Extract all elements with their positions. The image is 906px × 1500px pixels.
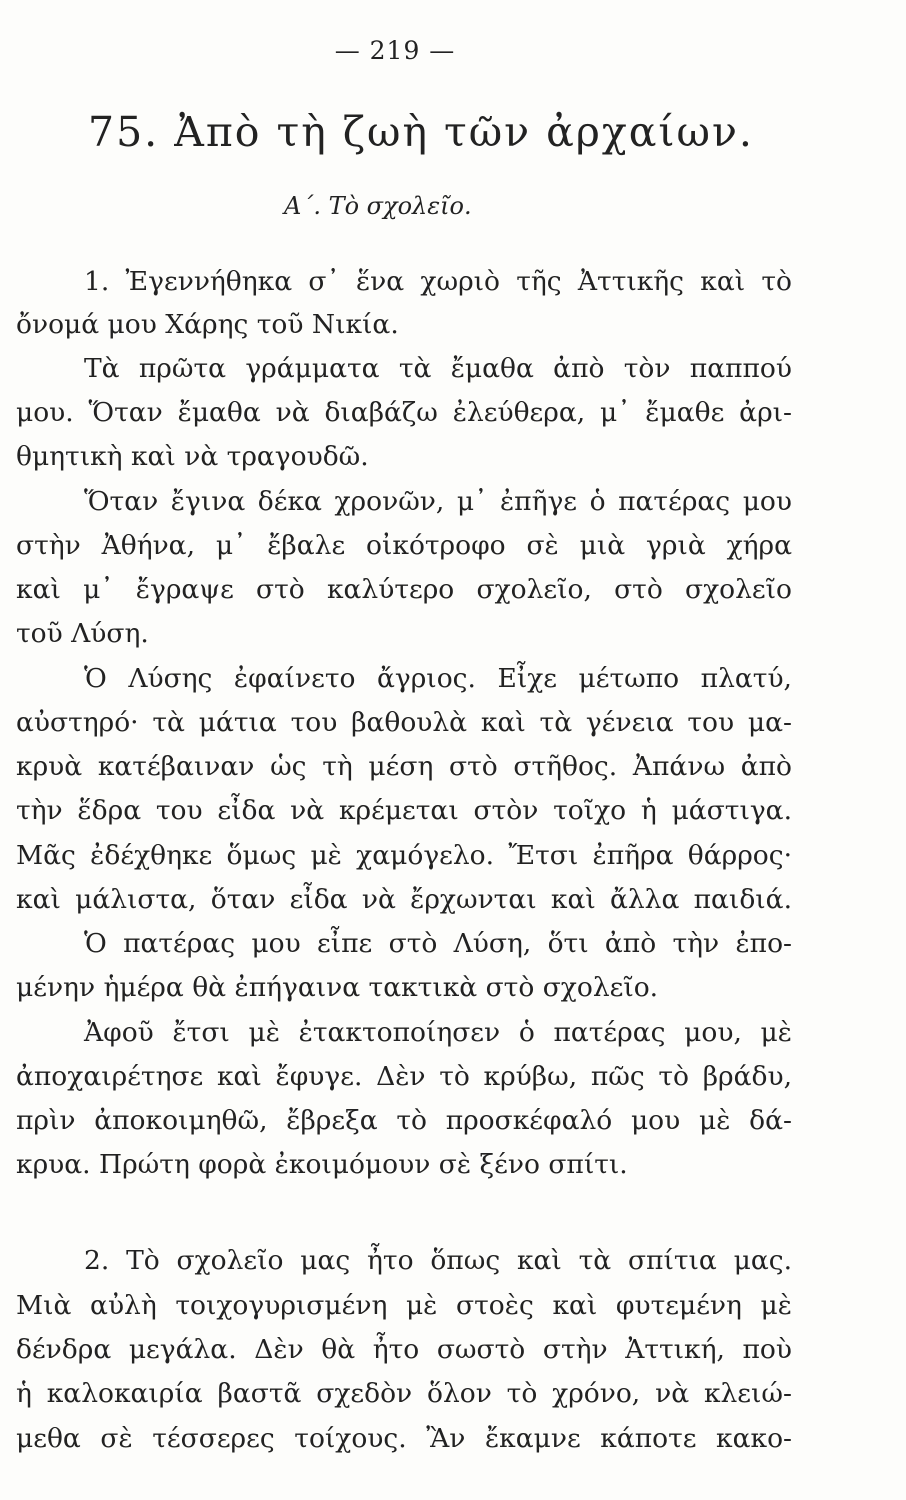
text-line: 1. Ἐγεννήθηκα σ᾿ ἕνα χωριὸ τῆς Ἀττικῆς καὶ τὸ — [84, 266, 792, 297]
text-line: μου. Ὅταν ἔμαθα νὰ διαβάζω ἐλεύθερα, μ᾿ ἔμαθε ἀρι- — [16, 397, 792, 428]
text-line: Ὅταν ἔγινα δέκα χρονῶν, μ᾿ ἐπῆγε ὁ πατέρας μου — [84, 486, 792, 517]
text-line: κρυὰ κατέβαιναν ὡς τὴ μέση στὸ στῆθος. Ἀπάνω ἀπὸ — [16, 751, 792, 782]
section-title: Α΄. Τὸ σχολεῖο. — [284, 192, 472, 220]
text-line: μεθα σὲ τέσσερες τοίχους. Ἂν ἔκαμνε κάποτε κακο- — [16, 1423, 792, 1454]
text-line: 2. Τὸ σχολεῖο μας ἦτο ὅπως καὶ τὰ σπίτια μας. — [84, 1245, 792, 1276]
text-line: αὐστηρό· τὰ μάτια του βαθουλὰ καὶ τὰ γένεια του μα- — [16, 707, 792, 738]
text-line: πρὶν ἀποκοιμηθῶ, ἔβρεξα τὸ προσκέφαλό μου μὲ δά- — [16, 1105, 792, 1136]
text-line: Μιὰ αὐλὴ τοιχογυρισμένη μὲ στοὲς καὶ φυτεμένη μὲ — [16, 1290, 792, 1321]
text-line: στὴν Ἀθήνα, μ᾿ ἔβαλε οἰκότροφο σὲ μιὰ γριὰ χήρα — [16, 530, 792, 561]
text-line: δένδρα μεγάλα. Δὲν θὰ ἦτο σωστὸ στὴν Ἀττική, ποὺ — [16, 1334, 792, 1365]
page-number: — 219 — — [334, 36, 456, 65]
text-line: Τὰ πρῶτα γράμματα τὰ ἔμαθα ἀπὸ τὸν παππού — [84, 353, 792, 384]
text-line: Ὁ πατέρας μου εἶπε στὸ Λύση, ὅτι ἀπὸ τὴν ἐπο- — [84, 928, 792, 959]
text-line: ἡ καλοκαιρία βαστᾶ σχεδὸν ὅλον τὸ χρόνο, νὰ κλειώ- — [16, 1378, 792, 1409]
text-line: τὴν ἕδρα του εἶδα νὰ κρέμεται στὸν τοῖχο ἡ μάστιγα. — [16, 795, 792, 826]
text-line: ἀποχαιρέτησε καὶ ἔφυγε. Δὲν τὸ κρύβω, πῶς τὸ βράδυ, — [16, 1061, 792, 1092]
text-line: θμητικὴ καὶ νὰ τραγουδῶ. — [16, 441, 369, 472]
text-line: κρυα. Πρώτη φορὰ ἐκοιμόμουν σὲ ξένο σπίτι. — [16, 1149, 628, 1180]
text-line: Ὁ Λύσης ἐφαίνετο ἄγριος. Εἶχε μέτωπο πλατύ, — [84, 663, 792, 694]
chapter-title: 75. Ἀπὸ τὴ ζωὴ τῶν ἀρχαίων. — [88, 108, 754, 156]
text-line: καὶ μάλιστα, ὅταν εἶδα νὰ ἔρχωνται καὶ ἄλλα παιδιά. — [16, 884, 792, 915]
text-line: καὶ μ᾿ ἔγραψε στὸ καλύτερο σχολεῖο, στὸ σχολεῖο — [16, 574, 792, 605]
text-line: Μᾶς ἐδέχθηκε ὅμως μὲ χαμόγελο. Ἔτσι ἐπῆρα θάρρος· — [16, 840, 792, 871]
text-line: ὄνομά μου Χάρης τοῦ Νικία. — [16, 309, 399, 340]
text-line: Ἀφοῦ ἔτσι μὲ ἐτακτοποίησεν ὁ πατέρας μου, μὲ — [84, 1017, 792, 1048]
text-line: τοῦ Λύση. — [16, 618, 149, 649]
text-line: μένην ἡμέρα θὰ ἐπήγαινα τακτικὰ στὸ σχολεῖο. — [16, 972, 659, 1003]
